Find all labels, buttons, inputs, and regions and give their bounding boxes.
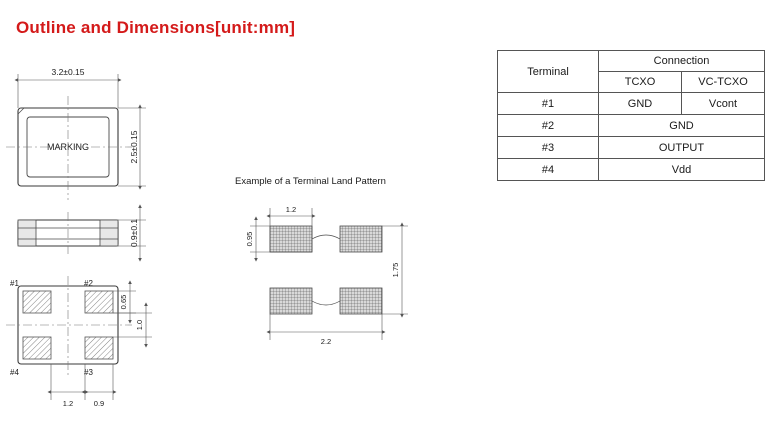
land-pad-4 [270, 288, 312, 314]
bottom-view-pitch-label: 1.0 [135, 319, 144, 331]
land-pattern-bottom-label: 2.2 [320, 337, 332, 346]
cell-terminal-3: #3 [498, 137, 599, 159]
land-pad-2 [340, 226, 382, 252]
table-row [498, 159, 765, 181]
side-view-thickness-dimension [118, 208, 146, 258]
table-row [498, 93, 765, 115]
table-header-row-1 [498, 51, 765, 72]
bottom-view-pad-3 [85, 337, 113, 359]
top-view-width-label: 3.2±0.15 [51, 67, 85, 77]
connection-table [497, 50, 765, 181]
header-tcxo: TCXO [599, 72, 682, 93]
bottom-view-pad-1 [23, 291, 51, 313]
cell-terminal-4: #4 [498, 159, 599, 181]
bottom-view-bottom-dimensions [51, 364, 113, 408]
table-row [498, 137, 765, 159]
header-terminal: Terminal [498, 51, 599, 93]
terminal-label-4: #4 [10, 368, 19, 377]
cell-value-2: GND [599, 115, 765, 137]
side-view-thickness-label: 0.9±0.1 [129, 218, 139, 248]
land-pattern-right-label: 1.75 [391, 262, 400, 278]
top-view-height-dimension [118, 108, 146, 186]
terminal-label-2: #2 [84, 279, 93, 288]
header-connection: Connection [599, 51, 765, 72]
bottom-view-gap-label: 1.2 [62, 399, 74, 408]
top-view-height-label: 2.5±0.15 [129, 130, 139, 164]
cell-vc-tcxo-1: Vcont [682, 93, 765, 115]
terminal-label-3: #3 [84, 368, 93, 377]
bottom-view-pad-4 [23, 337, 51, 359]
cell-terminal-2: #2 [498, 115, 599, 137]
side-view [18, 212, 118, 254]
land-pad-3 [340, 288, 382, 314]
bottom-view-pad-2 [85, 291, 113, 313]
land-pattern-top-label: 1.2 [285, 205, 297, 214]
land-pattern-drawing [245, 205, 408, 346]
cell-tcxo-1: GND [599, 93, 682, 115]
bottom-view-pad-width-label: 0.9 [93, 399, 105, 408]
header-vc-tcxo: VC-TCXO [682, 72, 765, 93]
table-row [498, 115, 765, 137]
terminal-label-1: #1 [10, 279, 19, 288]
cell-terminal-1: #1 [498, 93, 599, 115]
land-pattern-pad-height-label: 0.95 [245, 231, 254, 247]
top-view-marking-label: MARKING [46, 142, 90, 152]
outline-drawing-area [0, 48, 470, 436]
land-pad-1 [270, 226, 312, 252]
bottom-view-pitch-dimension [113, 306, 152, 344]
cell-value-3: OUTPUT [599, 137, 765, 159]
land-pattern-caption: Example of a Terminal Land Pattern [235, 176, 386, 187]
cell-value-4: Vdd [599, 159, 765, 181]
bottom-view-pad-height-label: 0.65 [119, 294, 128, 310]
page-title: Outline and Dimensions[unit:mm] [16, 18, 296, 37]
